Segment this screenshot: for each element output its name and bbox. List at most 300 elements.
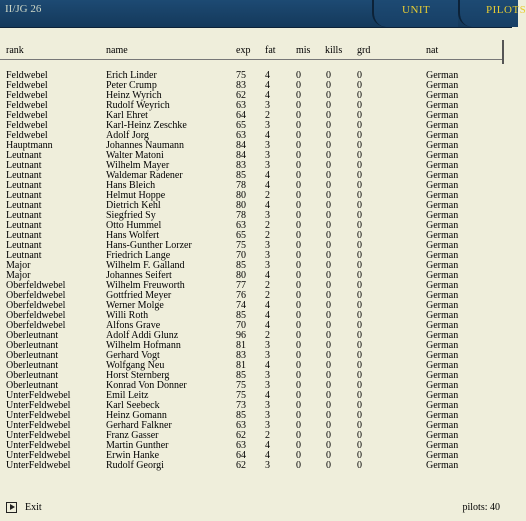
cell-mis: 0 [296,350,301,361]
cell-exp: 65 [236,120,246,131]
cell-fat: 3 [265,410,270,421]
cell-nat: German [426,460,459,471]
cell-grd: 0 [357,380,362,391]
cell-rank: Hauptmann [6,140,53,151]
cell-name: Johannes Naumann [106,140,185,151]
cell-rank: UnterFeldwebel [6,460,71,471]
cell-fat: 3 [265,250,270,261]
cell-rank: Leutnant [6,240,42,251]
cell-name: Adolf Jorg [106,130,149,141]
cell-name: Helmut Hoppe [106,190,166,201]
cell-name: Karl Ehret [106,110,148,121]
cell-exp: 65 [236,230,246,241]
cell-rank: Feldwebel [6,130,48,141]
column-header-kills[interactable]: kills [325,45,343,56]
cell-grd: 0 [357,200,362,211]
cell-exp: 78 [236,180,246,191]
pilots-count: pilots: 40 [462,502,500,513]
cell-mis: 0 [296,440,301,451]
cell-fat: 3 [265,120,270,131]
cell-rank: UnterFeldwebel [6,450,71,461]
cell-kills: 0 [326,100,331,111]
table-header [0,40,502,60]
cell-exp: 64 [236,450,246,461]
cell-name: Wilhelm Hofmann [106,340,181,351]
cell-fat: 4 [265,90,270,101]
cell-kills: 0 [326,280,331,291]
tab-pilots-label: PILOTS [486,4,526,16]
cell-nat: German [426,270,459,281]
cell-exp: 75 [236,240,246,251]
cell-mis: 0 [296,220,301,231]
cell-rank: Leutnant [6,210,42,221]
cell-mis: 0 [296,230,301,241]
cell-grd: 0 [357,210,362,221]
column-header-mis[interactable]: mis [296,45,311,56]
cell-fat: 3 [265,460,270,471]
cell-mis: 0 [296,140,301,151]
cell-kills: 0 [326,330,331,341]
cell-name: Gottfried Meyer [106,290,172,301]
cell-kills: 0 [326,300,331,311]
cell-mis: 0 [296,330,301,341]
cell-fat: 4 [265,360,270,371]
cell-exp: 81 [236,340,246,351]
cell-rank: UnterFeldwebel [6,440,71,451]
cell-name: Heinz Gomann [106,410,167,421]
cell-fat: 3 [265,150,270,161]
cell-fat: 3 [265,400,270,411]
cell-nat: German [426,130,459,141]
cell-exp: 63 [236,130,246,141]
column-header-fat[interactable]: fat [265,45,276,56]
cell-fat: 4 [265,310,270,321]
cell-rank: Leutnant [6,250,42,261]
cell-grd: 0 [357,100,362,111]
cell-mis: 0 [296,420,301,431]
cell-name: Erich Linder [106,70,157,81]
cell-fat: 3 [265,100,270,111]
cell-nat: German [426,430,459,441]
cell-mis: 0 [296,260,301,271]
cell-fat: 3 [265,350,270,361]
cell-nat: German [426,330,459,341]
cell-fat: 4 [265,270,270,281]
table-divider [502,40,504,64]
cell-fat: 2 [265,430,270,441]
cell-rank: UnterFeldwebel [6,400,71,411]
cell-grd: 0 [357,270,362,281]
cell-grd: 0 [357,440,362,451]
cell-rank: Feldwebel [6,100,48,111]
play-triangle-icon [6,502,17,513]
cell-mis: 0 [296,400,301,411]
cell-name: Waldemar Radener [106,170,183,181]
cell-grd: 0 [357,410,362,421]
cell-nat: German [426,90,459,101]
cell-grd: 0 [357,230,362,241]
cell-nat: German [426,280,459,291]
cell-grd: 0 [357,140,362,151]
footer [0,498,512,518]
cell-kills: 0 [326,90,331,101]
cell-exp: 83 [236,80,246,91]
tab-unit-label: UNIT [402,4,431,16]
cell-kills: 0 [326,200,331,211]
cell-nat: German [426,250,459,261]
cell-kills: 0 [326,430,331,441]
cell-nat: German [426,370,459,381]
column-header-nat[interactable]: nat [426,45,439,56]
cell-nat: German [426,310,459,321]
cell-exp: 80 [236,270,246,281]
cell-kills: 0 [326,250,331,261]
cell-name: Wilhelm F. Galland [106,260,185,271]
cell-fat: 2 [265,190,270,201]
cell-kills: 0 [326,360,331,371]
cell-exp: 75 [236,380,246,391]
cell-rank: Leutnant [6,230,42,241]
cell-mis: 0 [296,410,301,421]
cell-kills: 0 [326,180,331,191]
cell-name: Hans Wolfert [106,230,160,241]
cell-kills: 0 [326,230,331,241]
cell-name: Rudolf Weyrich [106,100,170,111]
cell-name: Siegfried Sy [106,210,156,221]
cell-nat: German [426,160,459,171]
cell-rank: Oberfeldwebel [6,310,66,321]
top-bar [0,0,526,28]
cell-grd: 0 [357,320,362,331]
cell-exp: 80 [236,190,246,201]
tab-unit[interactable] [372,0,458,27]
cell-exp: 85 [236,410,246,421]
cell-fat: 4 [265,80,270,91]
cell-exp: 96 [236,330,246,341]
cell-exp: 76 [236,290,246,301]
cell-grd: 0 [357,430,362,441]
cell-nat: German [426,260,459,271]
cell-exp: 85 [236,370,246,381]
cell-mis: 0 [296,90,301,101]
cell-grd: 0 [357,330,362,341]
cell-mis: 0 [296,270,301,281]
cell-fat: 3 [265,340,270,351]
cell-exp: 75 [236,70,246,81]
cell-grd: 0 [357,220,362,231]
cell-rank: Feldwebel [6,80,48,91]
cell-fat: 4 [265,390,270,401]
cell-grd: 0 [357,170,362,181]
cell-rank: UnterFeldwebel [6,420,71,431]
cell-mis: 0 [296,250,301,261]
cell-nat: German [426,450,459,461]
pilot-list [0,71,502,471]
cell-name: Johannes Seifert [106,270,172,281]
cell-rank: Oberleutnant [6,370,59,381]
cell-nat: German [426,350,459,361]
cell-mis: 0 [296,460,301,471]
cell-fat: 3 [265,260,270,271]
cell-grd: 0 [357,400,362,411]
cell-name: Walter Matoni [106,150,164,161]
cell-fat: 2 [265,280,270,291]
cell-fat: 4 [265,450,270,461]
cell-rank: Oberleutnant [6,350,59,361]
cell-exp: 62 [236,430,246,441]
cell-exp: 63 [236,100,246,111]
cell-nat: German [426,190,459,201]
cell-exp: 64 [236,110,246,121]
cell-nat: German [426,290,459,301]
cell-nat: German [426,410,459,421]
cell-name: Gerhard Falkner [106,420,172,431]
cell-exp: 70 [236,250,246,261]
cell-nat: German [426,320,459,331]
cell-nat: German [426,170,459,181]
cell-name: Franz Gasser [106,430,159,441]
cell-grd: 0 [357,310,362,321]
cell-name: Karl-Heinz Zeschke [106,120,187,131]
cell-exp: 84 [236,150,246,161]
cell-kills: 0 [326,380,331,391]
cell-rank: Oberfeldwebel [6,320,66,331]
cell-rank: Leutnant [6,200,42,211]
column-header-exp[interactable]: exp [236,45,251,56]
cell-fat: 3 [265,210,270,221]
cell-nat: German [426,360,459,371]
cell-kills: 0 [326,70,331,81]
cell-exp: 63 [236,440,246,451]
cell-rank: Leutnant [6,220,42,231]
cell-mis: 0 [296,70,301,81]
cell-fat: 3 [265,380,270,391]
cell-rank: UnterFeldwebel [6,410,71,421]
cell-rank: Oberfeldwebel [6,300,66,311]
cell-rank: Oberleutnant [6,380,59,391]
cell-name: Dietrich Kehl [106,200,161,211]
cell-mis: 0 [296,370,301,381]
column-header-grd[interactable]: grd [357,45,371,56]
cell-grd: 0 [357,450,362,461]
column-header-rank[interactable]: rank [6,45,24,56]
cell-fat: 4 [265,170,270,181]
cell-kills: 0 [326,450,331,461]
cell-rank: Leutnant [6,190,42,201]
cell-fat: 4 [265,180,270,191]
cell-exp: 77 [236,280,246,291]
cell-grd: 0 [357,260,362,271]
cell-mis: 0 [296,120,301,131]
cell-grd: 0 [357,90,362,101]
unit-title: II/JG 26 [5,3,42,15]
cell-kills: 0 [326,220,331,231]
cell-mis: 0 [296,190,301,201]
cell-grd: 0 [357,340,362,351]
cell-kills: 0 [326,370,331,381]
cell-mis: 0 [296,450,301,461]
cell-mis: 0 [296,340,301,351]
cell-nat: German [426,420,459,431]
cell-fat: 4 [265,440,270,451]
cell-nat: German [426,200,459,211]
cell-name: Heinz Wyrich [106,90,162,101]
exit-button[interactable] [6,499,42,515]
cell-kills: 0 [326,310,331,321]
cell-exp: 75 [236,390,246,401]
cell-mis: 0 [296,430,301,441]
cell-kills: 0 [326,140,331,151]
cell-fat: 3 [265,160,270,171]
cell-grd: 0 [357,160,362,171]
cell-kills: 0 [326,410,331,421]
cell-kills: 0 [326,150,331,161]
cell-mis: 0 [296,310,301,321]
cell-nat: German [426,400,459,411]
cell-grd: 0 [357,360,362,371]
cell-rank: Oberfeldwebel [6,280,66,291]
cell-name: Martin Gunther [106,440,169,451]
cell-grd: 0 [357,290,362,301]
cell-fat: 3 [265,370,270,381]
cell-nat: German [426,110,459,121]
cell-mis: 0 [296,300,301,311]
cell-rank: Oberfeldwebel [6,290,66,301]
cell-rank: Leutnant [6,170,42,181]
cell-mis: 0 [296,360,301,371]
cell-mis: 0 [296,390,301,401]
cell-name: Peter Crump [106,80,157,91]
cell-name: Erwin Hanke [106,450,160,461]
cell-exp: 85 [236,310,246,321]
cell-grd: 0 [357,420,362,431]
cell-rank: Major [6,260,31,271]
cell-fat: 4 [265,130,270,141]
cell-exp: 83 [236,160,246,171]
cell-grd: 0 [357,120,362,131]
cell-fat: 4 [265,70,270,81]
cell-kills: 0 [326,210,331,221]
cell-grd: 0 [357,250,362,261]
cell-rank: Feldwebel [6,90,48,101]
cell-exp: 74 [236,300,246,311]
cell-nat: German [426,180,459,191]
cell-rank: Feldwebel [6,110,48,121]
cell-fat: 2 [265,290,270,301]
cell-grd: 0 [357,240,362,251]
cell-rank: Feldwebel [6,70,48,81]
cell-nat: German [426,390,459,401]
cell-grd: 0 [357,300,362,311]
cell-rank: Leutnant [6,150,42,161]
cell-kills: 0 [326,340,331,351]
cell-kills: 0 [326,260,331,271]
cell-fat: 2 [265,220,270,231]
cell-grd: 0 [357,280,362,291]
cell-grd: 0 [357,70,362,81]
cell-kills: 0 [326,110,331,121]
cell-exp: 81 [236,360,246,371]
cell-rank: Oberleutnant [6,330,59,341]
cell-grd: 0 [357,80,362,91]
cell-mis: 0 [296,150,301,161]
cell-kills: 0 [326,400,331,411]
cell-rank: Major [6,270,31,281]
cell-fat: 2 [265,330,270,341]
cell-exp: 85 [236,170,246,181]
cell-mis: 0 [296,240,301,251]
cell-exp: 62 [236,90,246,101]
cell-kills: 0 [326,270,331,281]
cell-kills: 0 [326,240,331,251]
cell-name: Rudolf Georgi [106,460,164,471]
cell-nat: German [426,100,459,111]
cell-grd: 0 [357,460,362,471]
cell-mis: 0 [296,170,301,181]
cell-mis: 0 [296,290,301,301]
cell-kills: 0 [326,350,331,361]
cell-grd: 0 [357,150,362,161]
cell-rank: UnterFeldwebel [6,430,71,441]
cell-nat: German [426,120,459,131]
cell-mis: 0 [296,100,301,111]
cell-kills: 0 [326,320,331,331]
cell-fat: 3 [265,240,270,251]
exit-label: Exit [25,501,42,513]
cell-kills: 0 [326,420,331,431]
cell-mis: 0 [296,160,301,171]
cell-mis: 0 [296,280,301,291]
cell-exp: 70 [236,320,246,331]
cell-name: Wilhelm Mayer [106,160,170,171]
cell-kills: 0 [326,120,331,131]
cell-name: Werner Molge [106,300,164,311]
cell-fat: 4 [265,320,270,331]
cell-mis: 0 [296,320,301,331]
cell-kills: 0 [326,460,331,471]
cell-kills: 0 [326,190,331,201]
cell-kills: 0 [326,170,331,181]
cell-nat: German [426,210,459,221]
cell-name: Willi Roth [106,310,149,321]
cell-grd: 0 [357,180,362,191]
cell-exp: 63 [236,220,246,231]
cell-grd: 0 [357,370,362,381]
cell-name: Otto Hummel [106,220,162,231]
cell-nat: German [426,230,459,241]
cell-rank: Leutnant [6,180,42,191]
cell-grd: 0 [357,350,362,361]
cell-nat: German [426,80,459,91]
cell-nat: German [426,440,459,451]
cell-exp: 62 [236,460,246,471]
cell-exp: 73 [236,400,246,411]
cell-rank: Oberleutnant [6,340,59,351]
cell-fat: 4 [265,300,270,311]
cell-rank: Leutnant [6,160,42,171]
cell-mis: 0 [296,180,301,191]
cell-name: Konrad Von Donner [106,380,187,391]
cell-fat: 3 [265,140,270,151]
cell-name: Karl Seebeck [106,400,160,411]
cell-kills: 0 [326,80,331,91]
cell-nat: German [426,140,459,151]
cell-name: Alfons Grave [106,320,161,331]
cell-mis: 0 [296,110,301,121]
table-row[interactable] [0,461,502,471]
column-header-name[interactable]: name [106,45,128,56]
tab-pilots[interactable] [458,0,526,27]
